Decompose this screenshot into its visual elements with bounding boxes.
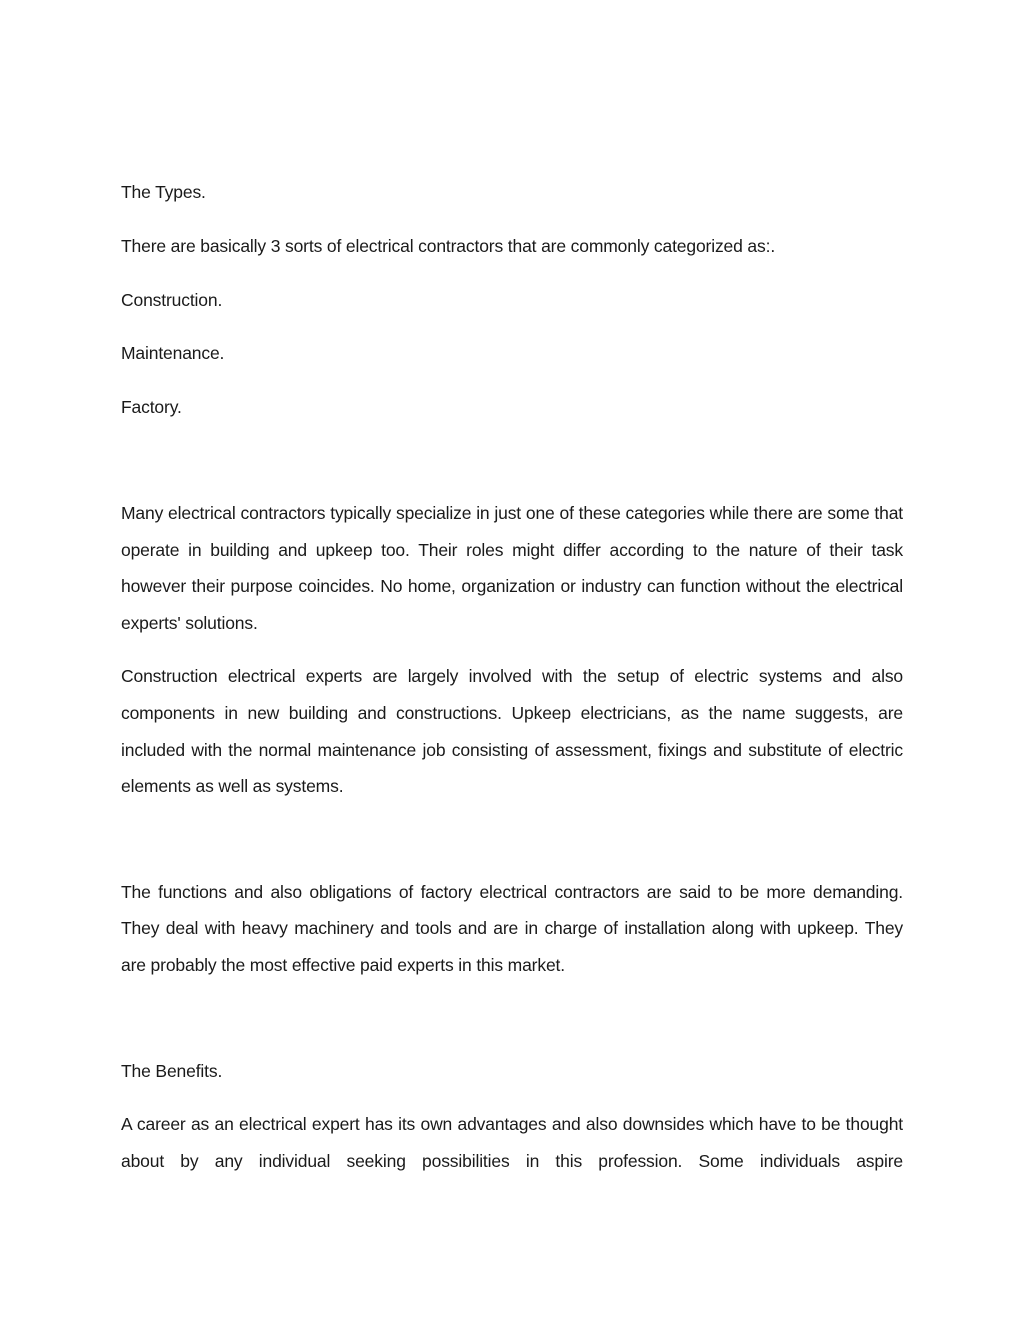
body-paragraph: The functions and also obligations of factory electrical contractors are said to be more demanding. They deal with heavy machinery and tools and are in charge of installation along with upkeep. They are probably the most effective paid experts in this market. bbox=[121, 881, 903, 976]
body-paragraph: Many electrical contractors typically specialize in just one of these categories while there are some that operate in building and upkeep too. Their roles might differ according to the nature of their task however their purpose coincides. No home, organization or industry can function without the electrical experts' solutions. bbox=[121, 502, 903, 633]
spacer bbox=[121, 984, 903, 1053]
body-paragraph: A career as an electrical expert has its own advantages and also downsides which have to be thought about by any individual seeking possibilities in this profession. Some individuals aspire bbox=[121, 1114, 903, 1171]
spacer bbox=[121, 443, 903, 495]
document-body bbox=[121, 174, 903, 1180]
spacer bbox=[121, 805, 903, 874]
list-item: Maintenance. bbox=[121, 343, 225, 364]
list-item: Factory. bbox=[121, 397, 182, 418]
intro-text: There are basically 3 sorts of electrical contractors that are commonly categorized as:. bbox=[121, 235, 776, 256]
body-paragraph: Construction electrical experts are largely involved with the setup of electric systems and also components in new building and constructions. Upkeep electricians, as the name suggests, are included with the normal maintenance job consisting of assessment, fixings and substitute of electric elements as well as systems. bbox=[121, 666, 903, 797]
section-heading-types: The Types. bbox=[121, 182, 206, 202]
section-heading-benefits: The Benefits. bbox=[121, 1060, 223, 1081]
list-item: Construction. bbox=[121, 289, 223, 310]
